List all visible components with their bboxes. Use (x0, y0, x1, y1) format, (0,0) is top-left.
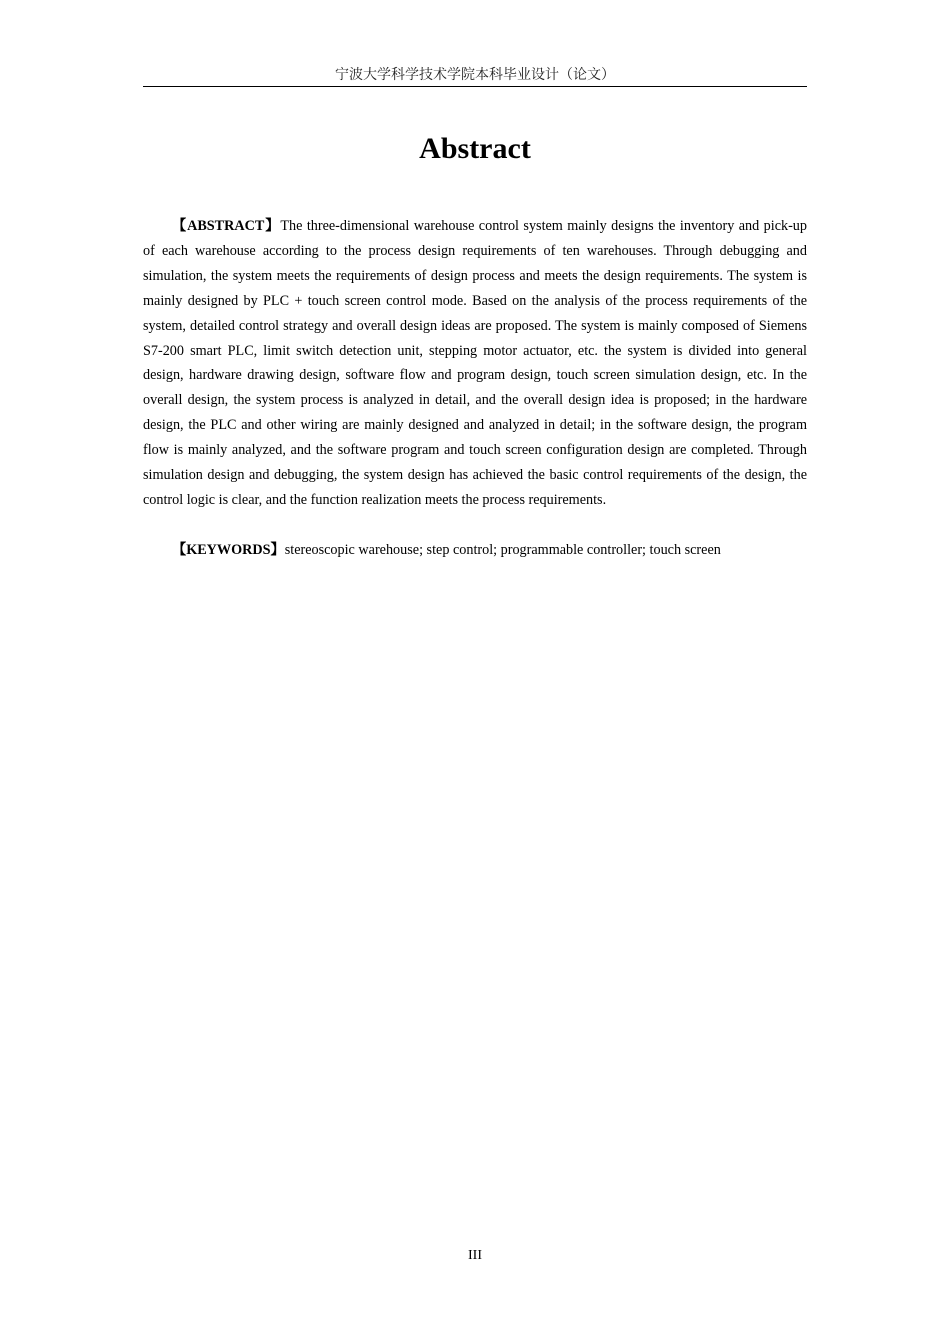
keywords-label: 【KEYWORDS】 (172, 542, 285, 558)
running-header: 宁波大学科学技术学院本科毕业设计（论文） (335, 67, 615, 83)
keywords-text: stereoscopic warehouse; step control; programmable controller; touch screen (284, 542, 721, 558)
page-title: Abstract (419, 132, 531, 165)
keywords-paragraph (143, 538, 807, 563)
abstract-text: The three-dimensional warehouse control system mainly designs the inventory and pick-up of each warehouse according to the process design requirements of ten warehouses. Through debugging and simulation, the system meets the requirements of design process and meets the design requirements. The system is mainly designed by PLC + touch screen control mode. Based on the analysis of the process requirements of the system, detailed control strategy and overall design ideas are proposed. The system is mainly composed of Siemens S7-200 smart PLC, limit switch detection unit, stepping motor actuator, etc. the system is divided into general design, hardware drawing design, software flow and program design, touch screen simulation design, etc. In the overall design, the system process is analyzed in detail, and the overall design idea is proposed; in the hardware design, the PLC and other wiring are mainly designed and analyzed in detail; in the software design, the program flow is mainly analyzed, and the software program and touch screen configuration design are completed. Through simulation design and debugging, the system design has achieved the basic control requirements of the design, the control logic is clear, and the function realization meets the process requirements. (143, 218, 807, 508)
header-rule (143, 86, 807, 87)
abstract-paragraph (143, 214, 807, 513)
abstract-label: 【ABSTRACT】 (172, 218, 281, 234)
page-number: III (468, 1248, 482, 1263)
